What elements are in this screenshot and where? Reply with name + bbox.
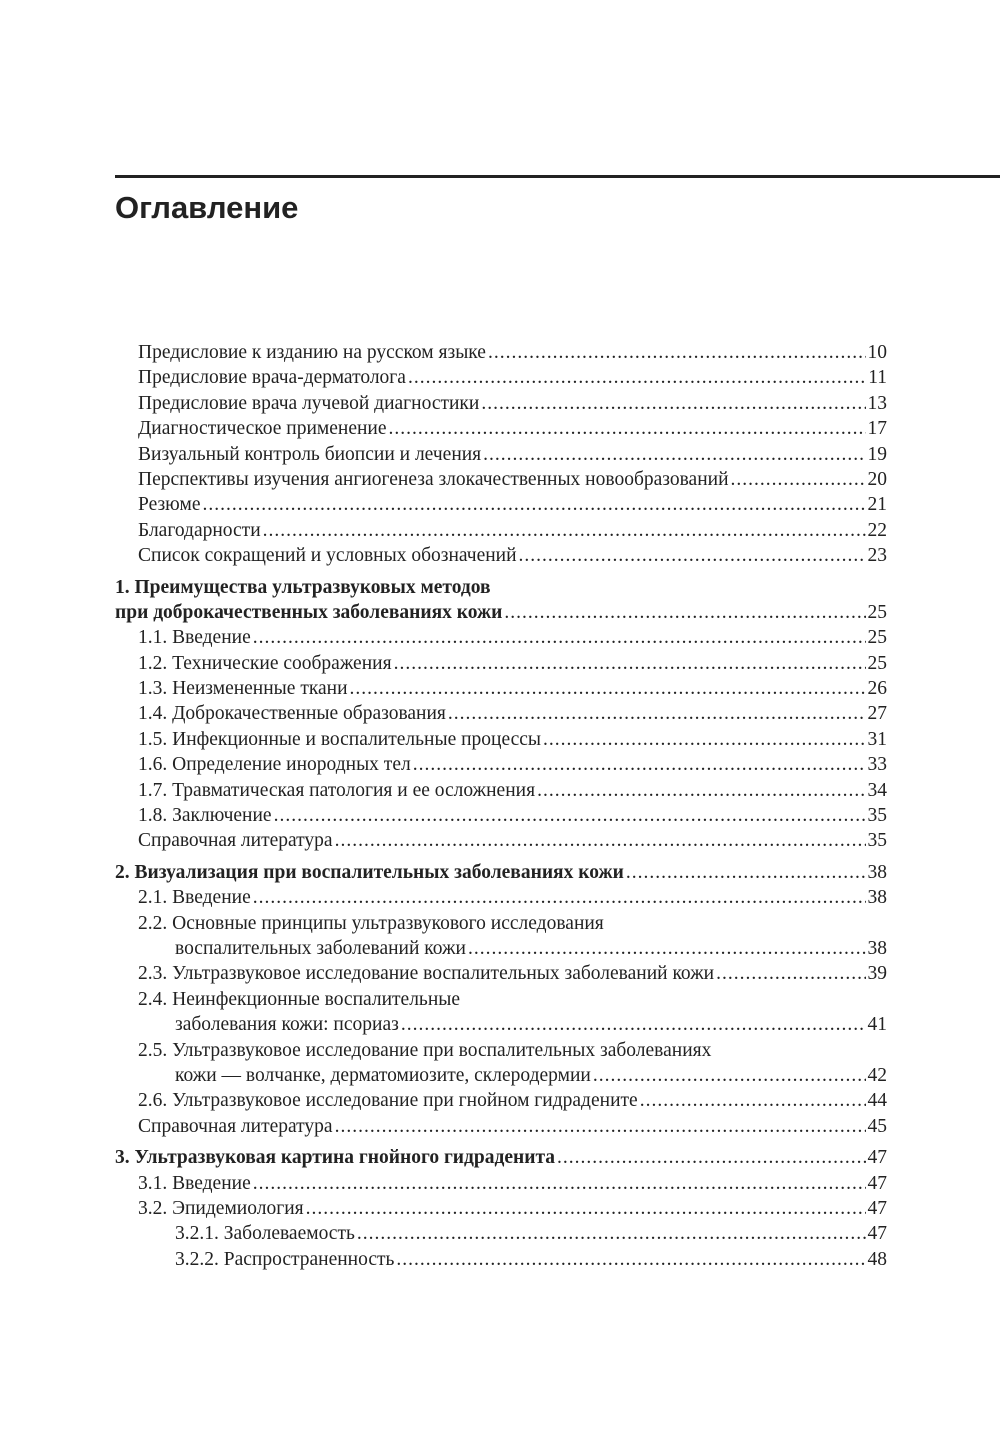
toc-page-number: 26: [867, 678, 887, 700]
toc-entry-title: 1.6. Определение инородных тел: [138, 754, 411, 776]
toc-entry[interactable]: [115, 1114, 887, 1139]
toc-entry[interactable]: [115, 803, 887, 828]
toc-entry-title: Справочная литература: [138, 830, 333, 852]
toc-entry-title: 2.5. Ультразвуковое исследование при воспалительных заболеваниях: [138, 1039, 712, 1061]
toc-chapter-entry[interactable]: [115, 860, 887, 885]
toc-page-number: 35: [867, 805, 887, 827]
toc-entry-title: Предисловие врача-дерматолога: [138, 367, 406, 389]
page-title: Оглавление: [115, 190, 299, 225]
dot-leader: [543, 727, 865, 752]
toc-page-number: 25: [867, 601, 887, 623]
toc-entry[interactable]: [115, 518, 887, 543]
toc-entry-title: Перспективы изучения ангиогенеза злокачественных новообразований: [138, 468, 729, 490]
dot-leader: [716, 961, 865, 986]
toc-page-number: 19: [867, 443, 887, 465]
top-rule: [115, 175, 1000, 178]
toc-entry[interactable]: [115, 1038, 887, 1063]
toc-entry[interactable]: [115, 1063, 887, 1088]
toc-entry[interactable]: [115, 936, 887, 961]
toc-entry[interactable]: [115, 442, 887, 467]
toc-page-number: 38: [867, 861, 887, 883]
toc-page-number: 38: [867, 937, 887, 959]
toc-entry[interactable]: [115, 1012, 887, 1037]
toc-chapter-entry[interactable]: [115, 600, 887, 625]
toc-chapter-entry[interactable]: [115, 575, 887, 600]
toc-entry[interactable]: [115, 778, 887, 803]
toc-entry-title: 1.5. Инфекционные и воспалительные процессы: [138, 728, 542, 750]
toc-entry[interactable]: [115, 1247, 887, 1272]
toc-entry[interactable]: [115, 492, 887, 517]
toc-entry-title: при доброкачественных заболеваниях кожи: [115, 601, 503, 623]
toc-entry[interactable]: [115, 911, 887, 936]
toc-page-number: 38: [867, 887, 887, 909]
toc-entry-title: 2. Визуализация при воспалительных заболеваниях кожи: [115, 861, 624, 883]
toc-entry[interactable]: [115, 391, 887, 416]
dot-leader: [408, 365, 866, 390]
dot-leader: [396, 1247, 865, 1272]
toc-page-number: 21: [867, 494, 887, 516]
toc-entry-title: 3.2.1. Заболеваемость: [175, 1223, 355, 1245]
toc-entry-title: 2.1. Введение: [138, 887, 251, 909]
toc-page-number: 13: [867, 392, 887, 414]
toc-page-number: 47: [867, 1223, 887, 1245]
toc-entry[interactable]: [115, 1221, 887, 1246]
toc-entry-title: 2.6. Ультразвуковое исследование при гнойном гидрадените: [138, 1090, 638, 1112]
toc-entry-title: 3.2. Эпидемиология: [138, 1197, 304, 1219]
table-of-contents: [115, 340, 887, 1272]
toc-entry-title: 1. Преимущества ультразвуковых методов: [115, 576, 491, 598]
dot-leader: [557, 1145, 865, 1170]
toc-entry-title: 1.2. Технические соображения: [138, 652, 392, 674]
toc-page-number: 41: [867, 1014, 887, 1036]
toc-entry[interactable]: [115, 701, 887, 726]
toc-page-number: 11: [868, 367, 887, 389]
toc-entry-title: 1.1. Введение: [138, 627, 251, 649]
dot-leader: [640, 1088, 866, 1113]
toc-page-number: 27: [867, 703, 887, 725]
dot-leader: [263, 518, 866, 543]
toc-entry[interactable]: [115, 467, 887, 492]
toc-entry[interactable]: [115, 543, 887, 568]
dot-leader: [448, 701, 866, 726]
dot-leader: [306, 1196, 866, 1221]
dot-leader: [481, 391, 865, 416]
toc-page-number: 35: [867, 830, 887, 852]
toc-entry-title: заболевания кожи: псориаз: [175, 1014, 399, 1036]
toc-entry-title: 3.1. Введение: [138, 1172, 251, 1194]
dot-leader: [626, 860, 866, 885]
toc-page-number: 22: [867, 519, 887, 541]
toc-entry[interactable]: [115, 828, 887, 853]
toc-entry-title: 1.3. Неизмененные ткани: [138, 678, 348, 700]
toc-entry[interactable]: [115, 752, 887, 777]
toc-entry-title: 1.4. Доброкачественные образования: [138, 703, 446, 725]
toc-entry-title: 3. Ультразвуковая картина гнойного гидраденита: [115, 1147, 556, 1169]
toc-entry[interactable]: [115, 365, 887, 390]
dot-leader: [350, 676, 866, 701]
toc-entry[interactable]: [115, 676, 887, 701]
toc-page-number: 25: [867, 627, 887, 649]
dot-leader: [253, 885, 866, 910]
toc-entry-title: 2.3. Ультразвуковое исследование воспалительных заболеваний кожи: [138, 963, 715, 985]
toc-entry[interactable]: [115, 651, 887, 676]
toc-entry-title: 2.2. Основные принципы ультразвукового исследования: [138, 912, 604, 934]
toc-entry[interactable]: [115, 1196, 887, 1221]
dot-leader: [468, 936, 866, 961]
toc-page-number: 33: [867, 754, 887, 776]
dot-leader: [488, 340, 866, 365]
dot-leader: [593, 1063, 866, 1088]
dot-leader: [253, 1171, 866, 1196]
toc-entry-title: 1.8. Заключение: [138, 805, 272, 827]
toc-entry[interactable]: [115, 416, 887, 441]
toc-page-number: 47: [867, 1172, 887, 1194]
toc-entry-title: 1.7. Травматическая патология и ее осложнения: [138, 779, 536, 801]
toc-entry[interactable]: [115, 340, 887, 365]
toc-page-number: 47: [867, 1147, 887, 1169]
toc-entry[interactable]: [115, 625, 887, 650]
toc-page-number: 47: [867, 1197, 887, 1219]
toc-entry-title: Предисловие к изданию на русском языке: [138, 342, 486, 363]
toc-entry-title: воспалительных заболеваний кожи: [175, 937, 466, 959]
dot-leader: [357, 1221, 866, 1246]
toc-entry-title: Справочная литература: [138, 1115, 333, 1137]
toc-entry[interactable]: [115, 961, 887, 986]
toc-entry-title: Благодарности: [138, 519, 261, 541]
toc-page-number: 39: [867, 963, 887, 985]
toc-page-number: 44: [867, 1090, 887, 1112]
toc-page-number: 23: [867, 545, 887, 567]
toc-entry[interactable]: [115, 1171, 887, 1196]
dot-leader: [274, 803, 866, 828]
dot-leader: [413, 752, 866, 777]
toc-page-number: 31: [867, 728, 887, 750]
dot-leader: [504, 600, 865, 625]
dot-leader: [537, 778, 865, 803]
dot-leader: [731, 467, 866, 492]
toc-page-number: 10: [867, 342, 887, 363]
toc-entry-title: Резюме: [138, 494, 201, 516]
toc-entry-title: Предисловие врача лучевой диагностики: [138, 392, 480, 414]
toc-entry[interactable]: [115, 1088, 887, 1113]
toc-page-number: 45: [867, 1115, 887, 1137]
dot-leader: [394, 651, 866, 676]
toc-page-number: 42: [867, 1064, 887, 1086]
toc-page-number: 25: [867, 652, 887, 674]
dot-leader: [253, 625, 866, 650]
toc-chapter-entry[interactable]: [115, 1145, 887, 1170]
toc-page-number: 34: [867, 779, 887, 801]
dot-leader: [203, 492, 866, 517]
toc-entry-title: Список сокращений и условных обозначений: [138, 545, 517, 567]
toc-entry[interactable]: [115, 727, 887, 752]
dot-leader: [335, 828, 866, 853]
dot-leader: [335, 1114, 866, 1139]
toc-entry[interactable]: [115, 987, 887, 1012]
dot-leader: [519, 543, 866, 568]
toc-page-number: 17: [867, 418, 887, 440]
toc-page-number: 20: [867, 468, 887, 490]
dot-leader: [389, 416, 866, 441]
toc-entry[interactable]: [115, 885, 887, 910]
toc-entry-title: 3.2.2. Распространенность: [175, 1248, 395, 1270]
toc-entry-title: Визуальный контроль биопсии и лечения: [138, 443, 482, 465]
toc-page-number: 48: [867, 1248, 887, 1270]
toc-entry-title: 2.4. Неинфекционные воспалительные: [138, 988, 461, 1010]
toc-entry-title: Диагностическое применение: [138, 418, 387, 440]
dot-leader: [483, 442, 865, 467]
toc-entry-title: кожи — волчанке, дерматомиозите, склеродермии: [175, 1064, 591, 1086]
dot-leader: [401, 1012, 866, 1037]
